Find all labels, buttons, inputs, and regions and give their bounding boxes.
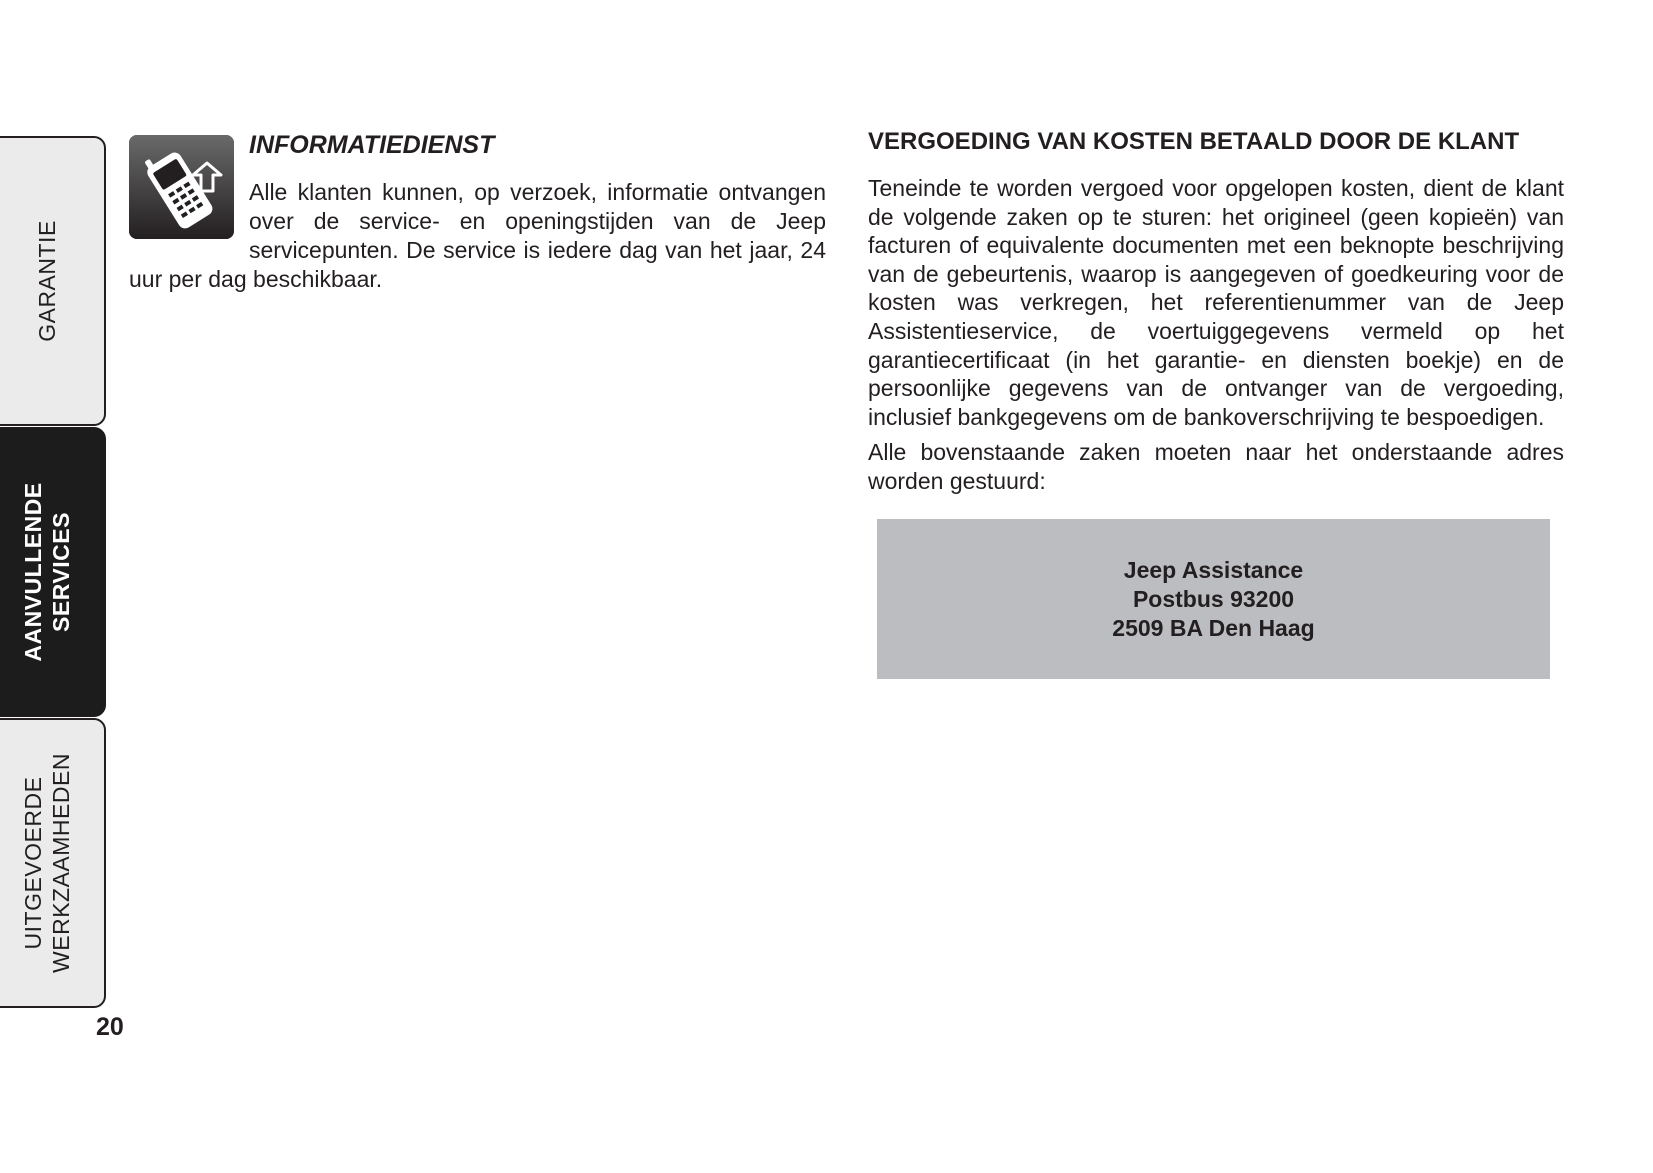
side-tab-aanvullende-services[interactable] bbox=[0, 427, 106, 717]
page-number: 20 bbox=[96, 1013, 124, 1041]
address-line-1: Jeep Assistance bbox=[1123, 556, 1304, 583]
informatiedienst-body: Alle klanten kunnen, op verzoek, informatie ontvangen over de service- en openingstijden van de Jeep servicepunten. De service is iedere dag van het jaar, 24 uur per dag beschikbaar. bbox=[129, 179, 826, 292]
vergoeding-paragraph-2: Alle bovenstaande zaken moeten naar het onderstaande adres worden gestuurd: bbox=[868, 439, 1564, 494]
vergoeding-paragraph-1: Teneinde te worden vergoed voor opgelopen kosten, dient de klant de volgende zaken op te sturen: het origineel (geen kopieën) van facturen of equivalente documenten met een beknopte beschrijving van de gebeurtenis, waarop is aangegeven of goedkeuring voor de kosten was verkregen, het referentienummer van de Jeep Assistentieservice, de voertuiggegevens vermeld op het garantiecertificaat (in het garantie- en diensten boekje) en de persoonlijke gegevens van de ontvanger van de vergoeding, inclusief bankgegevens om de bankoverschrijving te bespoedigen. bbox=[868, 175, 1564, 430]
side-tab-uitgevoerde-werkzaamheden[interactable] bbox=[0, 718, 106, 1008]
informatiedienst-paragraph bbox=[129, 178, 826, 294]
address-line-3: 2509 BA Den Haag bbox=[1112, 614, 1315, 641]
section-title-vergoeding: VERGOEDING VAN KOSTEN BETAALD DOOR DE KLANT bbox=[868, 128, 1520, 155]
side-tab-label: AANVULLENDE SERVICES bbox=[20, 482, 74, 662]
side-tab-label: UITGEVOERDE WERKZAAMHEDEN bbox=[20, 753, 74, 973]
side-tab-garantie[interactable] bbox=[0, 136, 106, 426]
section-title-informatiedienst: INFORMATIEDIENST bbox=[249, 131, 495, 159]
address-box bbox=[877, 519, 1550, 679]
side-tab-label: GARANTIE bbox=[34, 220, 60, 342]
address-line-2: Postbus 93200 bbox=[1132, 585, 1295, 612]
